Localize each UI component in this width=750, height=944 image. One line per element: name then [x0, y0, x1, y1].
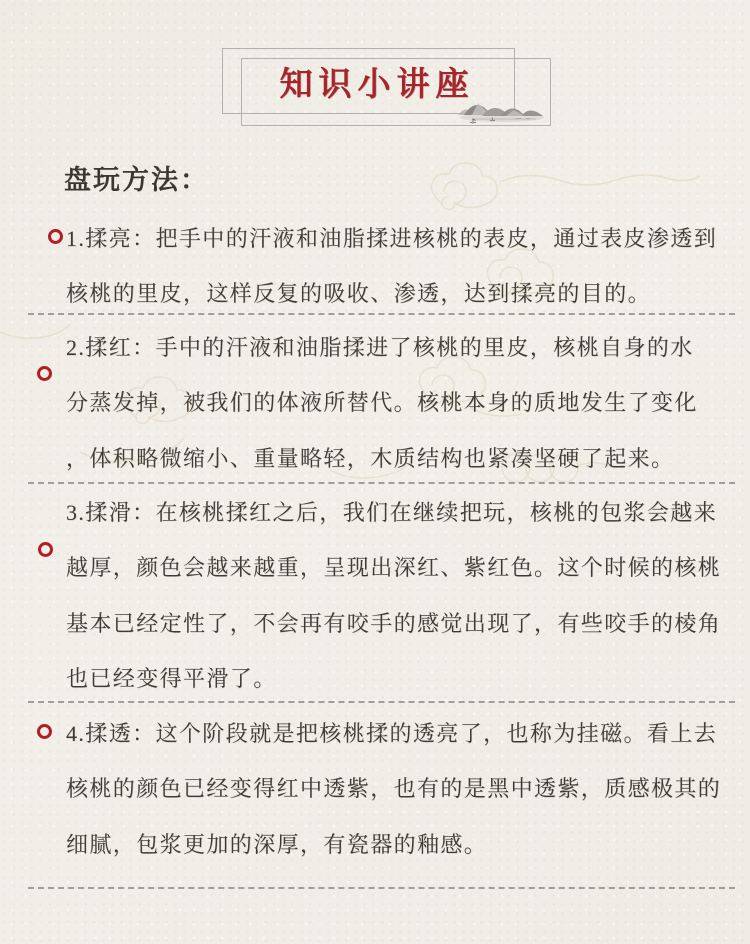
item-text-line: 基本已经定性了，不会再有咬手的感觉出现了，有些咬手的棱角 [66, 610, 722, 636]
circle-bullet-icon [37, 366, 52, 381]
item-text-line: 4.揉透：这个阶段就是把核桃揉的透亮了，也称为挂磁。看上去 [66, 721, 718, 746]
dashed-divider [28, 482, 735, 484]
circle-bullet-icon [48, 229, 63, 244]
circle-bullet-icon [38, 542, 53, 557]
item-text-line: 3.揉滑：在核桃揉红之后，我们在继续把玩，核桃的包浆会越来 [66, 500, 718, 525]
item-text-line: 核桃的里皮，这样反复的吸收、渗透，达到揉亮的目的。 [66, 281, 652, 307]
item-text-line: ，体积略微缩小、重量略轻，木质结构也紧凑坚硬了起来。 [66, 445, 675, 471]
list-item-rub-smooth [66, 485, 722, 706]
item-text-line: 也已经变得平滑了。 [66, 665, 277, 691]
item-text-line: 细腻，包浆更加的深厚，有瓷器的釉感。 [66, 831, 488, 857]
item-text-line: 2.揉红：手中的汗液和油脂揉进了核桃的里皮，核桃自身的水 [66, 335, 694, 360]
page-title: 知识小讲座 [279, 67, 475, 103]
list-item-rub-red [66, 320, 718, 486]
list-item-rub-bright [66, 211, 718, 322]
circle-bullet-icon [37, 724, 52, 739]
list-item-rub-translucent [66, 706, 722, 872]
ink-mountains-icon [456, 88, 548, 128]
section-heading: 盘玩方法： [64, 165, 209, 195]
item-text-line: 越厚，颜色会越来越重，呈现出深红、紫红色。这个时候的核桃 [66, 555, 722, 581]
dashed-divider [28, 887, 735, 889]
item-text-line: 核桃的颜色已经变得红中透紫，也有的是黑中透紫，质感极其的 [66, 776, 722, 802]
item-text-line: 分蒸发掉，被我们的体液所替代。核桃本身的质地发生了变化 [66, 390, 698, 416]
dashed-divider [28, 701, 735, 703]
dashed-divider [28, 313, 735, 315]
item-text-line: 1.揉亮：把手中的汗液和油脂揉进核桃的表皮，通过表皮渗透到 [66, 226, 718, 251]
